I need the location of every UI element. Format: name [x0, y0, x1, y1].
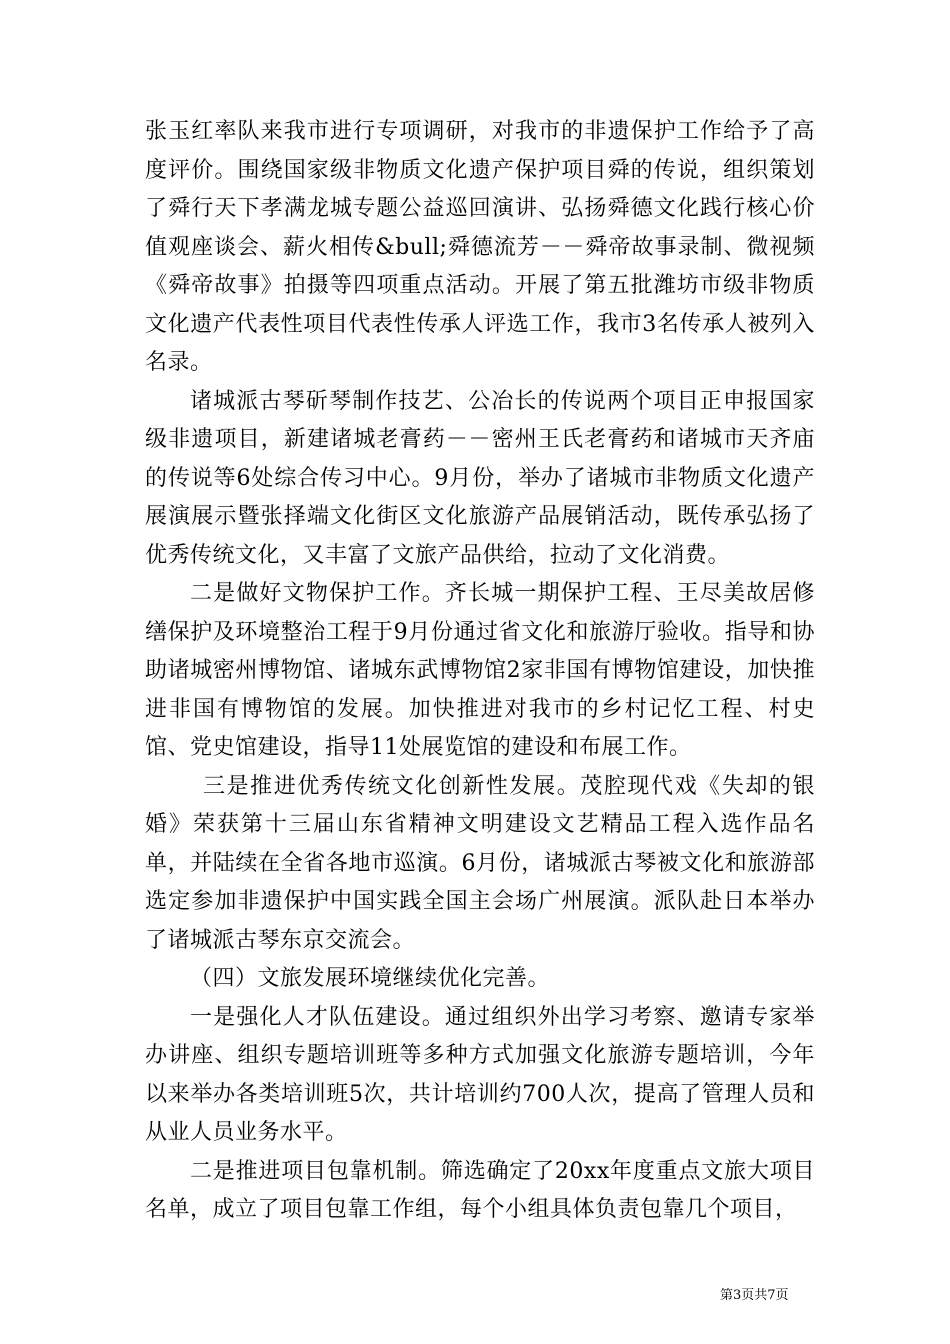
- paragraph-7: 二是推进项目包靠机制。筛选确定了20xx年度重点文旅大项目名单，成立了项目包靠工作组，每个小组具体负责包靠几个项目，: [145, 1158, 815, 1222]
- paragraph-3: 二是做好文物保护工作。齐长城一期保护工程、王尽美故居修缮保护及环境整治工程于9月份通过省文化和旅游厅验收。指导和协助诸城密州博物馆、诸城东武博物馆2家非国有博物馆建设，加快推进非国有博物馆的发展。加快推进对我市的乡村记忆工程、村史馆、党史馆建设，指导11处展览馆的建设和布展工作。: [145, 581, 815, 760]
- paragraph-2: 诸城派古琴斫琴制作技艺、公冶长的传说两个项目正申报国家级非遗项目，新建诸城老膏药－－密州王氏老膏药和诸城市天齐庙的传说等6处综合传习中心。9月份，举办了诸城市非物质文化遗产展演展示暨张择端文化街区文化旅游产品展销活动，既传承弘扬了优秀传统文化，又丰富了文旅产品供给，拉动了文化消费。: [145, 388, 815, 568]
- paragraph-4: 三是推进优秀传统文化创新性发展。茂腔现代戏《失却的银婚》荣获第十三届山东省精神文明建设文艺精品工程入选作品名单，并陆续在全省各地市巡演。6月份，诸城派古琴被文化和旅游部选定参加非遗保护中国实践全国主会场广州展演。派队赴日本举办了诸城派古琴东京交流会。: [145, 773, 815, 953]
- section-heading-4: （四）文旅发展环境继续优化完善。: [190, 966, 551, 991]
- document-body: [145, 113, 815, 1230]
- page-number: 第3页共7页: [720, 1288, 789, 1303]
- paragraph-6: 一是强化人才队伍建设。通过组织外出学习考察、邀请专家举办讲座、组织专题培训班等多种方式加强文化旅游专题培训，今年以来举办各类培训班5次，共计培训约700人次，提高了管理人员和从业人员业务水平。: [145, 1004, 815, 1145]
- paragraph-1: 张玉红率队来我市进行专项调研，对我市的非遗保护工作给予了高度评价。围绕国家级非物质文化遗产保护项目舜的传说，组织策划了舜行天下孝满龙城专题公益巡回演讲、弘扬舜德文化践行核心价值观座谈会、薪火相传&bull;舜德流芳－－舜帝故事录制、微视频《舜帝故事》拍摄等四项重点活动。开展了第五批潍坊市级非物质文化遗产代表性项目代表性传承人评选工作，我市3名传承人被列入名录。: [145, 119, 815, 375]
